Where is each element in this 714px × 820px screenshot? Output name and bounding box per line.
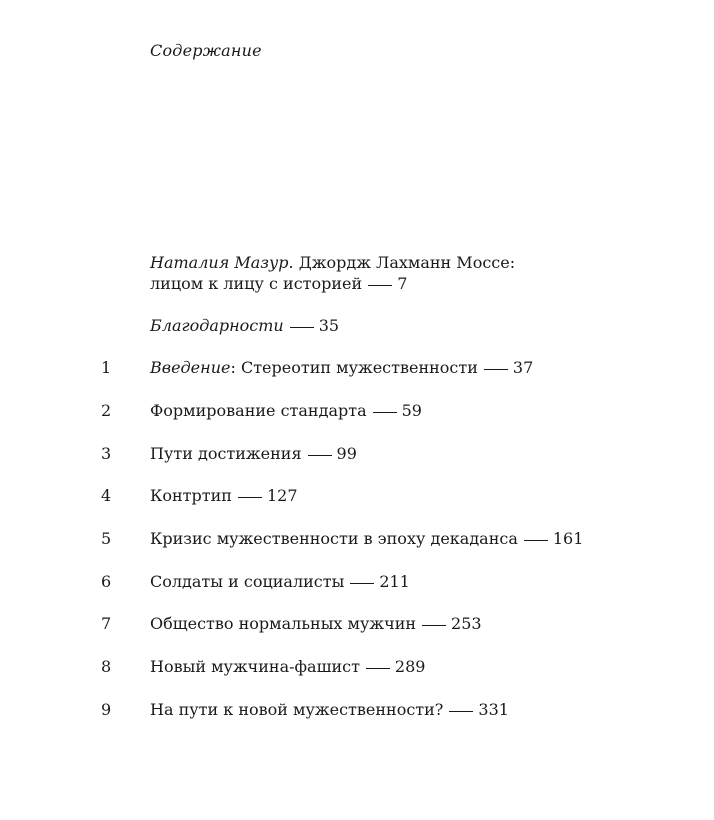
chapter-title: Формирование стандарта [150,401,367,420]
chapter-number: 5 [101,529,112,548]
chapter-number: 2 [101,401,112,420]
page-number: 253 [451,614,482,633]
page-number: 7 [397,274,408,293]
page-number: 127 [266,486,298,505]
toc-entry-text [150,528,583,549]
toc-entry-text [150,699,509,720]
chapter-title-italic: Введение [150,358,231,377]
page-title: Содержание [150,41,262,60]
chapter-title: Контртип [150,486,232,505]
toc-entry-text [150,443,357,464]
toc-entry-text [150,315,339,336]
leader-line [350,583,374,584]
page-number: 99 [336,444,357,463]
toc-entry-text [150,357,533,378]
chapter-title: На пути к новой мужественности? [150,700,444,719]
leader-line [290,327,314,328]
chapter-title: Солдаты и социалисты [150,572,345,591]
toc-entry-text [150,252,515,294]
preface-author: Наталия Мазур. [150,253,294,272]
page-number: 37 [512,358,534,377]
chapter-number: 4 [101,486,112,505]
leader-line [238,497,262,498]
chapter-number: 8 [101,657,112,676]
chapter-number: 7 [101,614,112,633]
chapter-title: Общество нормальных мужчин [150,614,417,633]
leader-line [484,369,508,370]
leader-line [422,625,446,626]
leader-line [308,455,332,456]
leader-line [524,540,548,541]
page-number: 289 [394,657,426,676]
toc-entry-text [150,656,425,677]
leader-line [366,668,390,669]
chapter-title: Пути достижения [150,444,302,463]
acknowledgements-title: Благодарности [150,316,284,335]
toc-entry-text [150,571,410,592]
toc-entry-text [150,400,422,421]
chapter-number: 6 [101,572,112,591]
chapter-title: Новый мужчина-фашист [150,657,360,676]
chapter-title: Кризис мужественности в эпоху декаданса [150,529,518,548]
chapter-title: : Стереотип мужественности [230,358,478,377]
toc-entry-text [150,485,298,506]
page-number: 35 [318,316,340,335]
page-number: 211 [379,572,410,591]
leader-line [368,285,392,286]
chapter-number: 1 [101,358,112,377]
preface-title-line2: лицом к лицу с историей [150,274,363,293]
leader-line [449,711,473,712]
toc-entry-text [150,613,482,634]
chapter-number: 3 [101,444,112,463]
preface-title-line1: Джордж Лахманн Моссе: [298,253,516,272]
page-number: 331 [478,700,509,719]
toc-entry-second-line [150,273,515,294]
chapter-number: 9 [101,700,112,719]
leader-line [373,412,397,413]
page-number: 161 [552,529,584,548]
page-number: 59 [401,401,422,420]
